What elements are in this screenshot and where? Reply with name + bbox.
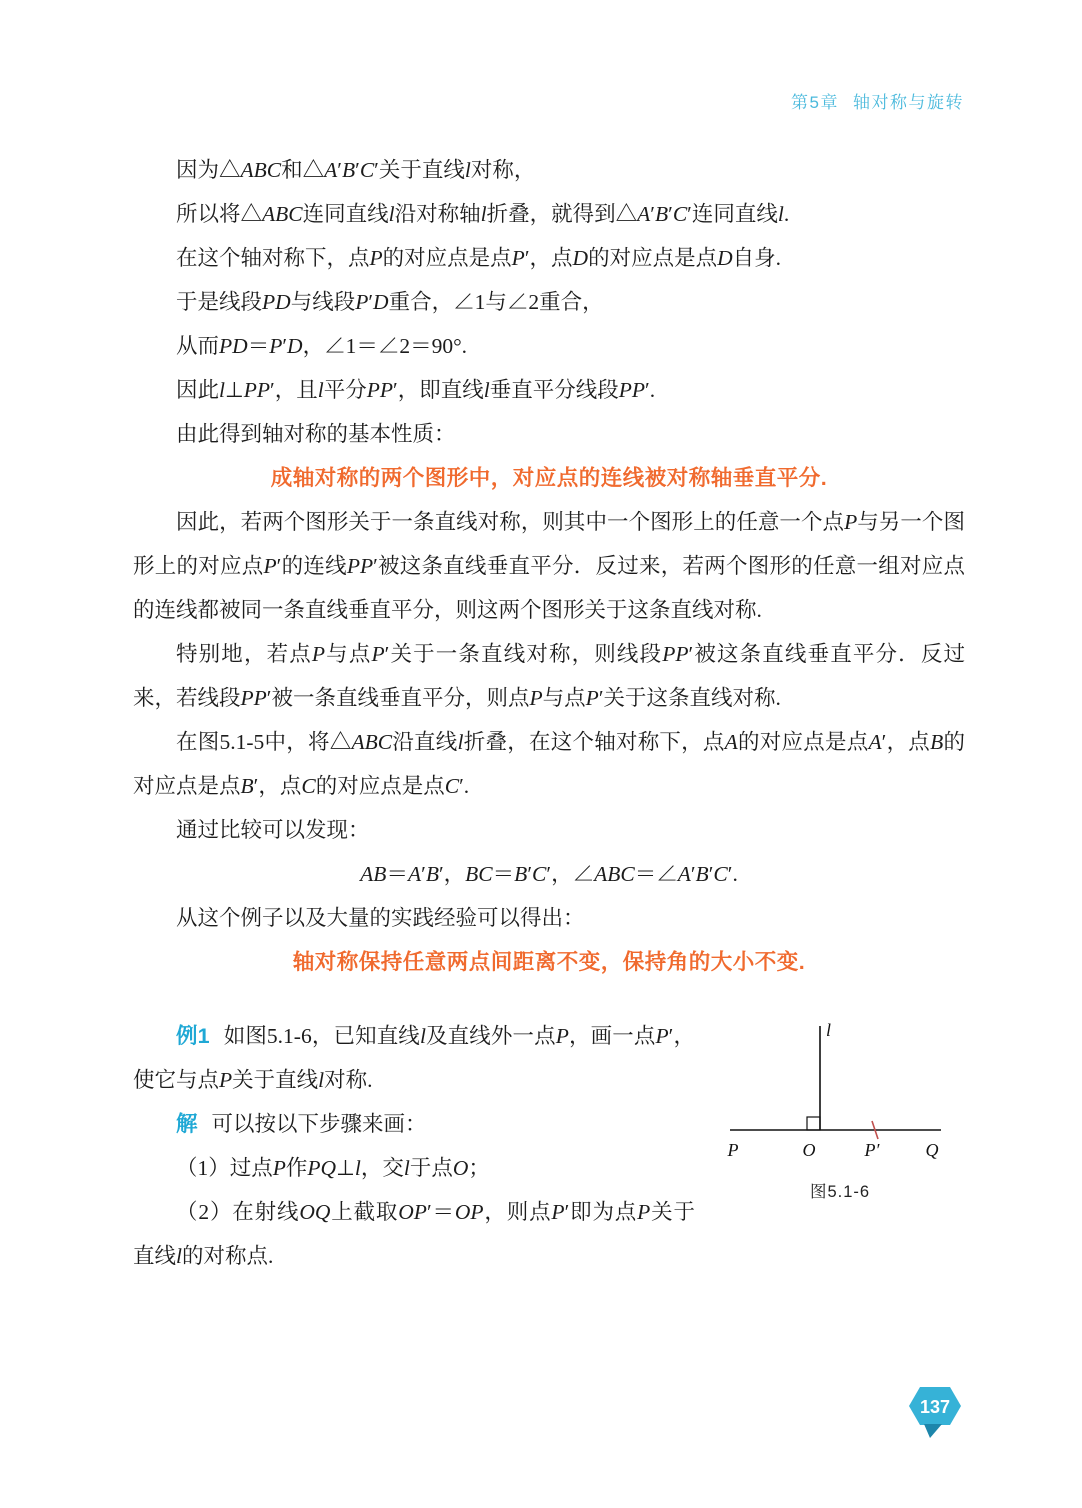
chapter-label: 第5章 (791, 93, 839, 112)
paragraph-property-intro: 由此得到轴对称的基本性质： (176, 422, 456, 446)
badge-tail (924, 1424, 942, 1438)
example-1-block (133, 1014, 965, 1278)
paragraph-perpendicular-bisector: 因此l⊥PP′，且l平分PP′，即直线l垂直平分线段PP′. (176, 378, 656, 402)
paragraph-figure-515: 在图5.1-5中，将△ABC沿直线l折叠，在这个轴对称下，点A的对应点是点A′，点B的对应点是点B′，点C的对应点是点C′. (133, 730, 965, 798)
paragraph-segments-coincide: 于是线段PD与线段P′D重合，∠1与∠2重合， (176, 290, 604, 314)
label-point-q: Q (925, 1140, 939, 1160)
right-angle-mark (807, 1117, 820, 1130)
solution-step-1: （1）过点P作PQ⊥l，交l于点O； (176, 1156, 490, 1180)
page-number-badge (908, 1386, 964, 1442)
figure-5-1-6-drawing (725, 1018, 955, 1168)
example-label: 例1 (176, 1024, 210, 1048)
page-badge-shape (908, 1386, 964, 1442)
label-point-p-prime: P′ (864, 1140, 880, 1160)
figure-caption: 图5.1-6 (809, 1183, 871, 1201)
math-equalities-line: AB＝A′B′，BC＝B′C′，∠ABC＝∠A′B′C′. (360, 862, 738, 886)
paragraph-because: 因为△ABC和△A′B′C′关于直线l对称， (176, 158, 536, 182)
paragraph-thus-two-figures: 因此，若两个图形关于一条直线对称，则其中一个图形上的任意一个点P与另一个图形上的对应点P′的连线PP′被这条直线垂直平分．反过来，若两个图形的任意一组对应点的连线都被同一条直线垂直平分，则这两个图形关于这条直线对称. (133, 510, 965, 622)
page-number: 137 (919, 1397, 951, 1417)
paragraph-compare-intro: 通过比较可以发现： (176, 818, 370, 842)
solution-step-2: （2）在射线OQ上截取OP′＝OP，则点P′即为点P关于直线l的对称点. (133, 1200, 695, 1268)
paragraph-special-case: 特别地，若点P与点P′关于一条直线对称，则线段PP′被这条直线垂直平分．反过来，若线段PP′被一条直线垂直平分，则点P与点P′关于这条直线对称. (133, 642, 965, 710)
solution-label: 解 (176, 1112, 198, 1136)
chapter-title: 轴对称与旋转 (853, 93, 964, 112)
page-content (133, 148, 965, 1278)
paragraph-correspondence: 在这个轴对称下，点P的对应点是点P′，点D的对应点是点D自身. (176, 246, 781, 270)
label-point-p: P (727, 1140, 739, 1160)
label-line-l: l (826, 1020, 832, 1040)
chapter-header (791, 88, 964, 113)
highlight-distance-angle: 轴对称保持任意两点间距离不变，保持角的大小不变. (292, 950, 806, 974)
solution-intro-text: 可以按以下步骤来画： (211, 1112, 427, 1136)
paragraph-equalities: 从而PD＝P′D，∠1＝∠2＝90°. (176, 334, 468, 358)
example-statement-text: 如图5.1-6，已知直线l及直线外一点P，画一点P′，使它与点P关于直线l对称. (133, 1024, 695, 1092)
figure-5-1-6 (715, 1018, 965, 1214)
label-point-o: O (802, 1140, 816, 1160)
highlight-symmetry-property: 成轴对称的两个图形中，对应点的连线被对称轴垂直平分. (270, 466, 828, 490)
paragraph-conclusion-intro: 从这个例子以及大量的实践经验可以得出： (176, 906, 585, 930)
paragraph-therefore-fold: 所以将△ABC连同直线l沿对称轴l折叠，就得到△A′B′C′连同直线l. (176, 202, 790, 226)
